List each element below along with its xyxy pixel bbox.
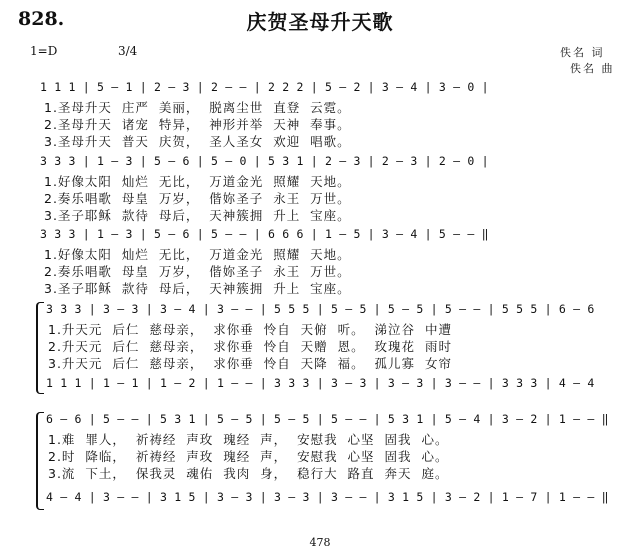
lyric-line-5-1: 1.难 罪人， 祈祷经 声玫 瑰经 声， 安慰我 心坚 固我 心。 [48,432,449,447]
lyric-line-3-2: 2.奏乐唱歌 母皇 万岁， 偕妳圣子 永王 万世。 [44,264,351,279]
lyric-line-1-3: 3.圣母升天 普天 庆贺， 圣人圣女 欢迎 唱歌。 [44,134,351,149]
key-signature: 1=D [30,44,58,58]
lyric-line-2-3: 3.圣子耶稣 款待 母后， 天神簇拥 升上 宝座。 [44,208,351,223]
lyric-line-3-1: 1.好像太阳 灿烂 无比， 万道金光 照耀 天地。 [44,247,351,262]
lyric-line-4-2: 2.升天元 后仁 慈母亲， 求你垂 怜自 天赠 恩。 玫瑰花 雨时 [48,339,453,354]
notation-line-4-lower: 1 1 1 | 1 — 1 | 1 — 2 | 1 — — | 3 3 3 | 3 — 3 | 3 — 3 | 3 — — | 3 3 3 | 4 — 4 [46,376,595,390]
notation-line-2: 3 3 3 | 1 — 3 | 5 — 6 | 5 — 0 | 5 3 1 | 2 — 3 | 2 — 3 | 2 — 0 | [40,154,489,168]
lyric-line-3-3: 3.圣子耶稣 款待 母后， 天神簇拥 升上 宝座。 [44,281,351,296]
lyricist-credit: 佚名 词 [560,46,605,59]
system-brace [36,412,44,510]
notation-line-4-upper: 3 3 3 | 3 — 3 | 3 — 4 | 3 — — | 5 5 5 | 5 — 5 | 5 — 5 | 5 — — | 5 5 5 | 6 — 6 [46,302,595,316]
notation-line-5-upper: 6 — 6 | 5 — — | 5 3 1 | 5 — 5 | 5 — 5 | 5 — — | 5 3 1 | 5 — 4 | 3 — 2 | 1 — — ‖ [46,412,609,426]
lyric-line-4-3: 3.升天元 后仁 慈母亲， 求你垂 怜自 天降 福。 孤儿寡 女帘 [48,356,453,371]
notation-line-5-lower: 4 — 4 | 3 — — | 3 1 5 | 3 — 3 | 3 — 3 | 3 — — | 3 1 5 | 3 — 2 | 1 — 7 | 1 — — ‖ [46,490,609,504]
lyric-line-2-1: 1.好像太阳 灿烂 无比， 万道金光 照耀 天地。 [44,174,351,189]
page-number: 478 [309,536,331,549]
notation-line-3: 3 3 3 | 1 — 3 | 5 — 6 | 5 — — | 6 6 6 | 1 — 5 | 3 — 4 | 5 — — ‖ [40,227,489,241]
lyric-line-2-2: 2.奏乐唱歌 母皇 万岁， 偕妳圣子 永王 万世。 [44,191,351,206]
composer-credit: 佚名 曲 [570,62,615,75]
song-title: 庆贺圣母升天歌 [246,10,394,34]
lyric-line-4-1: 1.升天元 后仁 慈母亲， 求你垂 怜自 天俯 听。 涕泣谷 中遭 [48,322,453,337]
lyric-line-5-3: 3.流 下土， 保我灵 魂佑 我肉 身， 稳行大 路直 奔天 庭。 [48,466,449,481]
notation-line-1: 1 1 1 | 5 — 1 | 2 — 3 | 2 — — | 2 2 2 | 5 — 2 | 3 — 4 | 3 — 0 | [40,80,489,94]
hymn-number: 828. [18,8,65,30]
time-signature: 3/4 [118,44,138,58]
system-brace [36,302,44,394]
lyric-line-1-2: 2.圣母升天 诸宠 特异， 神形并举 天神 奉事。 [44,117,351,132]
lyric-line-5-2: 2.时 降临， 祈祷经 声玫 瑰经 声， 安慰我 心坚 固我 心。 [48,449,449,464]
lyric-line-1-1: 1.圣母升天 庄严 美丽， 脱离尘世 直登 云霓。 [44,100,351,115]
